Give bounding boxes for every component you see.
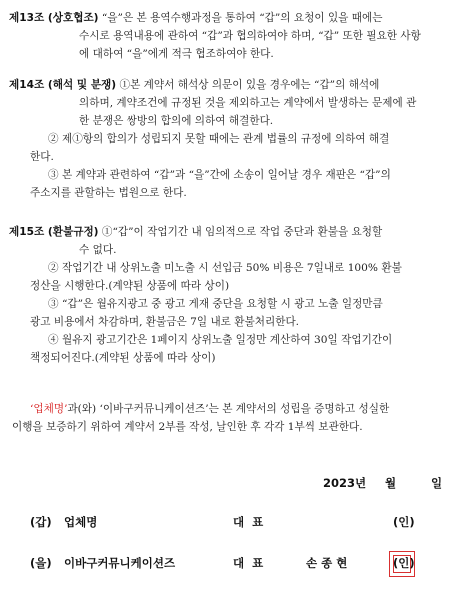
article-14-line-1: ①본 계약서 해석상 의문이 있을 경우에는 “갑”의 해석에	[116, 79, 380, 91]
article-13-title: 제13조 (상호협조)	[9, 12, 99, 24]
article-15-line-1: ①“갑”이 작업기간 내 임의적으로 작업 중단과 환불을 요청할	[98, 226, 383, 238]
article-13-line-3: 에 대하여 “을”에게 적극 협조하여야 한다.	[79, 48, 274, 60]
party-b-rep-name: 손 종 현	[306, 556, 348, 570]
date-year: 2023년	[323, 476, 367, 490]
article-15	[9, 225, 382, 239]
date-month: 월	[385, 476, 397, 490]
article-14-line-6: ③ 본 계약과 관련하여 “갑”과 “을”간에 소송이 일어날 경우 재판은 “갑”의	[48, 169, 391, 181]
article-14-line-5: 한다.	[30, 151, 54, 163]
party-b-seal: (인)	[393, 556, 415, 570]
article-13-line-1: “을”은 본 용역수행과정을 통하여 “갑”의 요청이 있을 때에는	[98, 12, 383, 24]
party-a-representative: 대 표	[233, 515, 264, 529]
closing-line-2: 이행을 보증하기 위하여 계약서 2부를 작성, 날인한 후 각각 1부씩 보관한다.	[12, 421, 363, 433]
party-a-name: 업체명	[64, 515, 98, 529]
closing-line-1: 과(와) ‘이바구커뮤니케이션즈’는 본 계약서의 성립을 증명하고 성실한	[67, 403, 390, 415]
article-14-line-4: ② 제①항의 합의가 성립되지 못할 때에는 관계 법률의 규정에 의하여 해결	[48, 133, 390, 145]
article-14	[9, 78, 379, 92]
article-14-line-7: 주소지를 관할하는 법원으로 한다.	[30, 187, 187, 199]
article-15-line-5: ③ “갑”은 월유지광고 중 광고 게재 중단을 요청할 시 광고 노출 일정만큼	[48, 298, 383, 310]
date-day: 일	[431, 476, 443, 490]
article-15-line-6: 광고 비용에서 차감하며, 환불금은 7일 내로 환불처리한다.	[30, 316, 300, 328]
article-15-title: 제15조 (환불규정)	[9, 226, 99, 238]
article-13	[9, 11, 383, 25]
article-15-line-7: ④ 월유지 광고기간은 1페이지 상위노출 일정만 계산하여 30일 작업기간이	[48, 334, 393, 346]
article-15-line-2: 수 없다.	[79, 244, 117, 256]
party-b-representative: 대 표	[233, 556, 264, 570]
party-b-label: (을)	[30, 556, 52, 570]
party-a-seal: (인)	[393, 515, 415, 529]
article-13-line-2: 수시로 용역내용에 관하여 “갑”과 협의하여야 하며, “갑” 또한 필요한 사항	[79, 30, 421, 42]
article-14-title: 제14조 (해석 및 분쟁)	[9, 79, 117, 91]
article-14-line-2: 의하며, 계약조건에 규정된 것을 제외하고는 계약에서 발생하는 문제에 관	[79, 97, 417, 109]
closing-paragraph	[30, 402, 389, 416]
party-b-name: 이바구커뮤니케이션즈	[64, 556, 176, 570]
article-15-line-4: 정산을 시행한다.(계약된 상품에 따라 상이)	[30, 280, 230, 292]
party-a-label: (갑)	[30, 515, 52, 529]
article-15-line-3: ② 작업기간 내 상위노출 미노출 시 선입금 50% 비용은 7일내로 100% 환불	[48, 262, 402, 274]
article-15-line-8: 책정되어진다.(계약된 상품에 따라 상이)	[30, 352, 216, 364]
article-14-line-3: 한 분쟁은 쌍방의 합의에 의하여 해결한다.	[79, 115, 274, 127]
closing-company-placeholder: ‘업체명’	[30, 403, 68, 415]
